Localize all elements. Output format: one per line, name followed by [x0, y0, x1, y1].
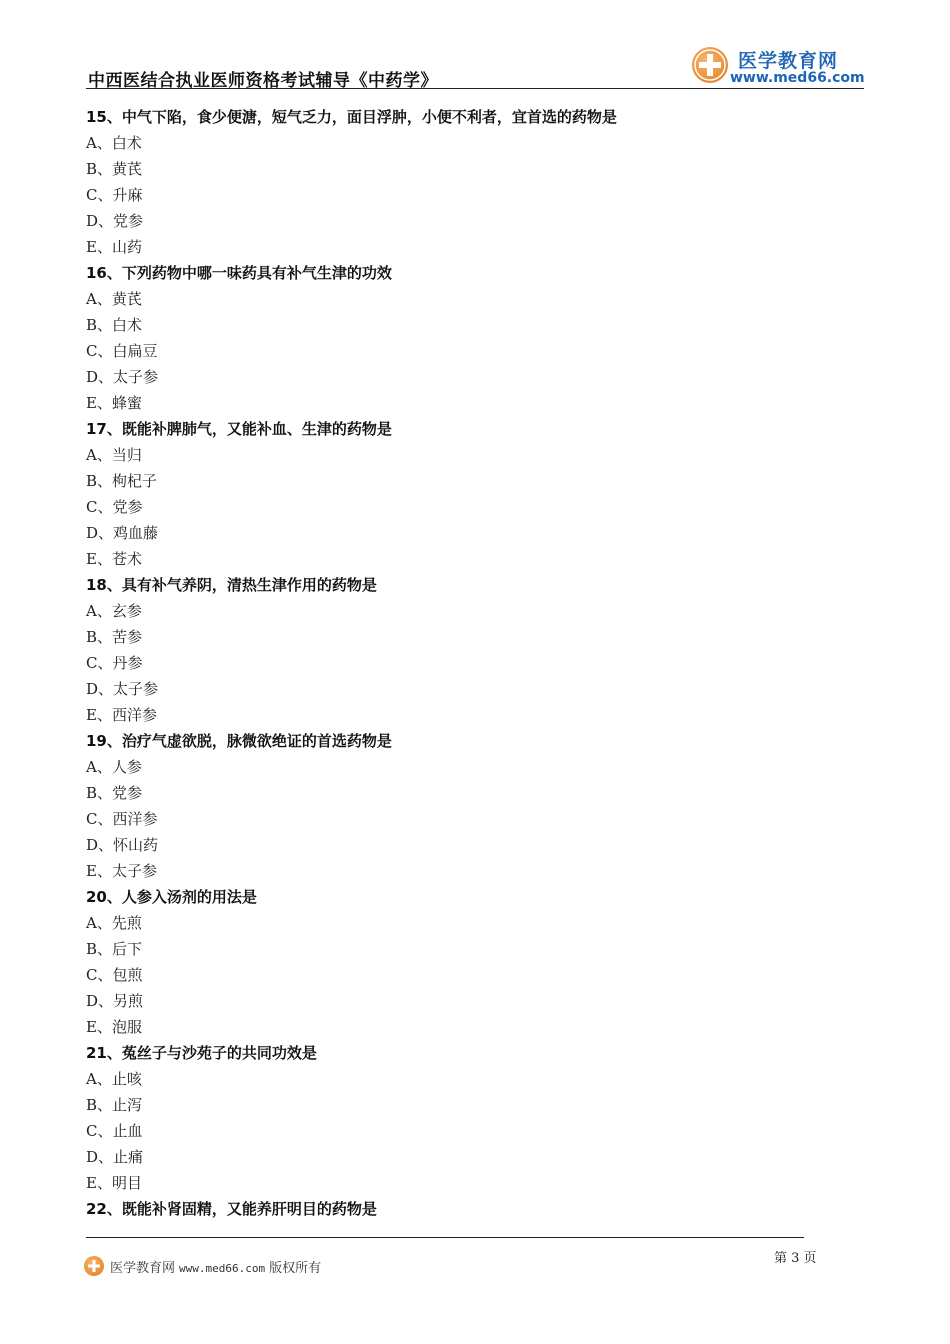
option-e: E、山药: [86, 238, 142, 256]
option-d: D、鸡血藤: [86, 524, 159, 542]
question-title: 18、具有补气养阴，清热生津作用的药物是: [86, 576, 377, 594]
option-d: D、另煎: [86, 992, 144, 1010]
option-c: C、白扁豆: [86, 342, 158, 360]
question-19: [86, 728, 866, 884]
option-e: E、明目: [86, 1174, 142, 1192]
option-d: D、太子参: [86, 368, 159, 386]
option-c: C、升麻: [86, 186, 143, 204]
question-17: [86, 416, 866, 572]
question-21: [86, 1040, 866, 1196]
document-title: 中西医结合执业医师资格考试辅导《中药学》: [88, 71, 438, 91]
option-e: E、太子参: [86, 862, 157, 880]
option-b: B、后下: [86, 940, 143, 958]
option-e: E、西洋参: [86, 706, 157, 724]
site-logo[interactable]: [690, 44, 865, 90]
option-d: D、党参: [86, 212, 144, 230]
option-d: D、怀山药: [86, 836, 159, 854]
question-title: 19、治疗气虚欲脱，脉微欲绝证的首选药物是: [86, 732, 392, 750]
option-b: B、苦参: [86, 628, 143, 646]
medical-cross-logo-icon: [84, 1256, 104, 1276]
question-title: 15、中气下陷，食少便溏，短气乏力，面目浮肿，小便不利者，宜首选的药物是: [86, 108, 617, 126]
option-a: A、止咳: [86, 1070, 142, 1088]
option-c: C、丹参: [86, 654, 143, 672]
option-e: E、蜂蜜: [86, 394, 142, 412]
option-a: A、黄芪: [86, 290, 142, 308]
option-c: C、止血: [86, 1122, 143, 1140]
logo-site-name: 医学教育网: [738, 50, 839, 72]
option-a: A、当归: [86, 446, 142, 464]
option-b: B、枸杞子: [86, 472, 158, 490]
question-16: [86, 260, 866, 416]
option-a: A、先煎: [86, 914, 142, 932]
option-b: B、白术: [86, 316, 143, 334]
question-title: 21、菟丝子与沙苑子的共同功效是: [86, 1044, 317, 1062]
option-a: A、玄参: [86, 602, 142, 620]
footer-site-name: 医学教育网: [110, 1261, 176, 1276]
footer-text: [110, 1257, 321, 1276]
question-list: [86, 104, 866, 1222]
question-15: [86, 104, 866, 260]
option-d: D、止痛: [86, 1148, 144, 1166]
page-number: 第 3 页: [774, 1251, 817, 1266]
question-title: 22、既能补肾固精，又能养肝明目的药物是: [86, 1200, 377, 1218]
option-e: E、苍术: [86, 550, 142, 568]
question-20: [86, 884, 866, 1040]
option-c: C、西洋参: [86, 810, 158, 828]
option-b: B、止泻: [86, 1096, 143, 1114]
option-b: B、黄芪: [86, 160, 143, 178]
footer-divider: [86, 1237, 804, 1238]
question-title: 16、下列药物中哪一味药具有补气生津的功效: [86, 264, 392, 282]
option-a: A、白术: [86, 134, 142, 152]
option-c: C、包煎: [86, 966, 143, 984]
option-e: E、泡服: [86, 1018, 142, 1036]
question-22: [86, 1196, 866, 1222]
option-c: C、党参: [86, 498, 143, 516]
question-title: 17、既能补脾肺气，又能补血、生津的药物是: [86, 420, 392, 438]
option-d: D、太子参: [86, 680, 159, 698]
question-title: 20、人参入汤剂的用法是: [86, 888, 257, 906]
header-divider: [86, 88, 864, 89]
footer-copyright: 版权所有: [269, 1261, 322, 1276]
option-a: A、人参: [86, 758, 142, 776]
footer-site-url[interactable]: www.med66.com: [179, 1262, 266, 1275]
option-b: B、党参: [86, 784, 143, 802]
question-18: [86, 572, 866, 728]
logo-site-url: www.med66.com: [730, 70, 865, 86]
medical-cross-logo-icon: [692, 47, 728, 83]
